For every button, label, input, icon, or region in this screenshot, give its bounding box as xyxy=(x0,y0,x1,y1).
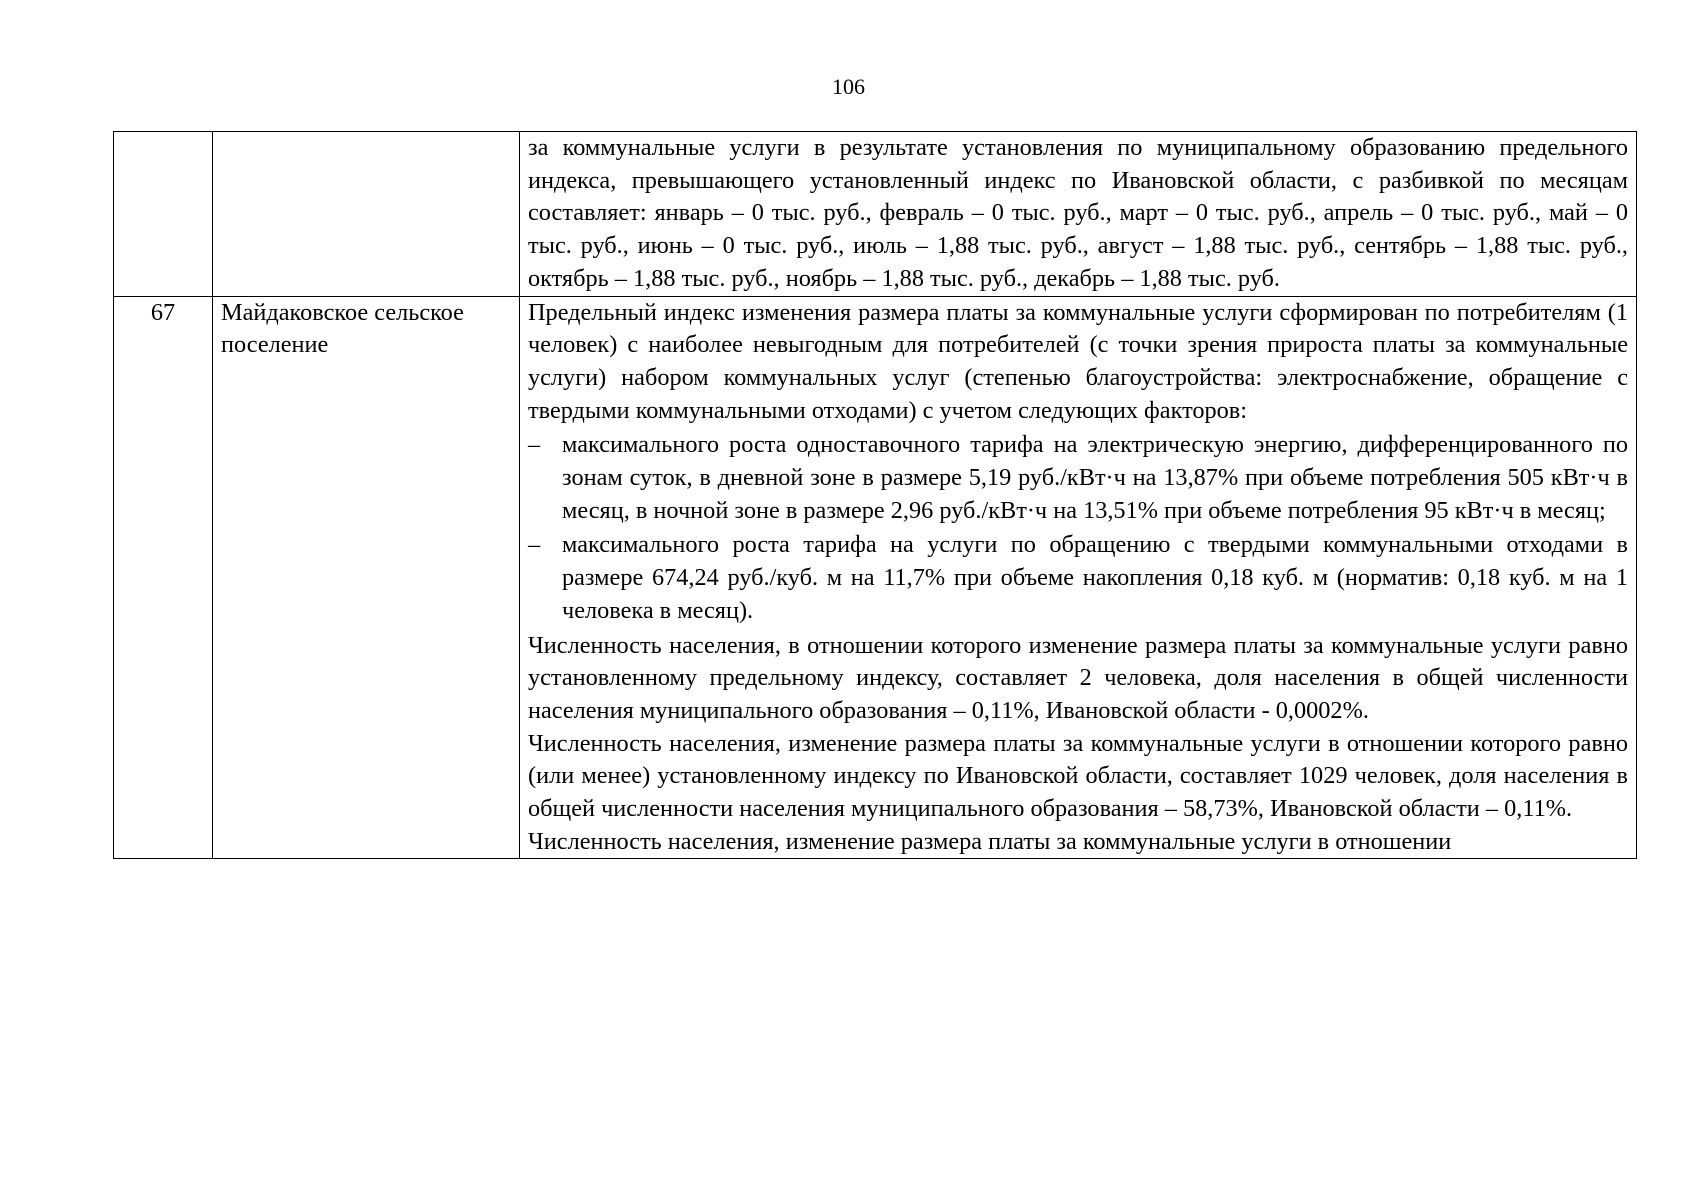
tariff-table xyxy=(113,131,1637,859)
row-number-cell: 67 xyxy=(114,296,213,859)
paragraph: Численность населения, в отношении которого изменение размера платы за коммунальные услуги равно установленному предельному индексу, составляет 2 человека, доля населения в общей численности населения муниципального образования – 0,11%, Ивановской области - 0,0002%. xyxy=(528,631,1628,724)
paragraph: Численность населения, изменение размера платы за коммунальные услуги в отношении xyxy=(528,827,1452,855)
list-item xyxy=(528,429,1628,527)
factors-list xyxy=(528,429,1628,627)
paragraph: Численность населения, изменение размера платы за коммунальные услуги в отношении которого равно (или менее) установленному индексу по Ивановской области, составляет 1029 человек, доля населения в общей численности населения муниципального образования – 58,73%, Ивановской области – 0,11%. xyxy=(528,729,1628,823)
dash-marker: – xyxy=(528,431,541,459)
row-number-cell xyxy=(114,132,213,297)
description-cell xyxy=(520,296,1637,859)
table-row xyxy=(114,132,1637,297)
table-row xyxy=(114,296,1637,859)
factor-text: максимального роста одноставочного тарифа на электрическую энергию, дифференцированного по зонам суток, в дневной зоне в размере 5,19 руб./кВт·ч на 13,87% при объеме потребления 505 кВт·ч в месяц, в ночной зоне в размере 2,96 руб./кВт·ч на 13,51% при объеме потребления 95 кВт·ч в месяц; xyxy=(562,431,1628,524)
page-number: 106 xyxy=(832,74,865,99)
municipality-name-cell: Майдаковское сельское поселение xyxy=(213,296,520,859)
list-item xyxy=(528,529,1628,627)
municipality-name-cell xyxy=(213,132,520,297)
factor-text: максимального роста тарифа на услуги по обращению с твердыми коммунальными отходами в размере 674,24 руб./куб. м на 11,7% при объеме накопления 0,18 куб. м (норматив: 0,18 куб. м на 1 человека в месяц). xyxy=(562,531,1628,624)
dash-marker: – xyxy=(528,531,541,559)
paragraph: за коммунальные услуги в результате установления по муниципальному образованию предельного индекса, превышающего установленный индекс по Ивановской области, с разбивкой по месяцам составляет: январь – 0 тыс. руб., февраль – 0 тыс. руб., март – 0 тыс. руб., апрель – 0 тыс. руб., май – 0 тыс. руб., июнь – 0 тыс. руб., июль – 1,88 тыс. руб., август – 1,88 тыс. руб., сентябрь – 1,88 тыс. руб., октябрь – 1,88 тыс. руб., ноябрь – 1,88 тыс. руб., декабрь – 1,88 тыс. руб. xyxy=(528,134,1628,292)
intro-paragraph: Предельный индекс изменения размера платы за коммунальные услуги сформирован по потребителям (1 человек) с наиболее невыгодным для потребителей (с точки зрения прироста платы за коммунальные услуги) набором коммунальных услуг (степенью благоустройства: электроснабжение, обращение с твердыми коммунальными отходами) с учетом следующих факторов: xyxy=(528,298,1628,424)
description-cell xyxy=(520,132,1637,297)
